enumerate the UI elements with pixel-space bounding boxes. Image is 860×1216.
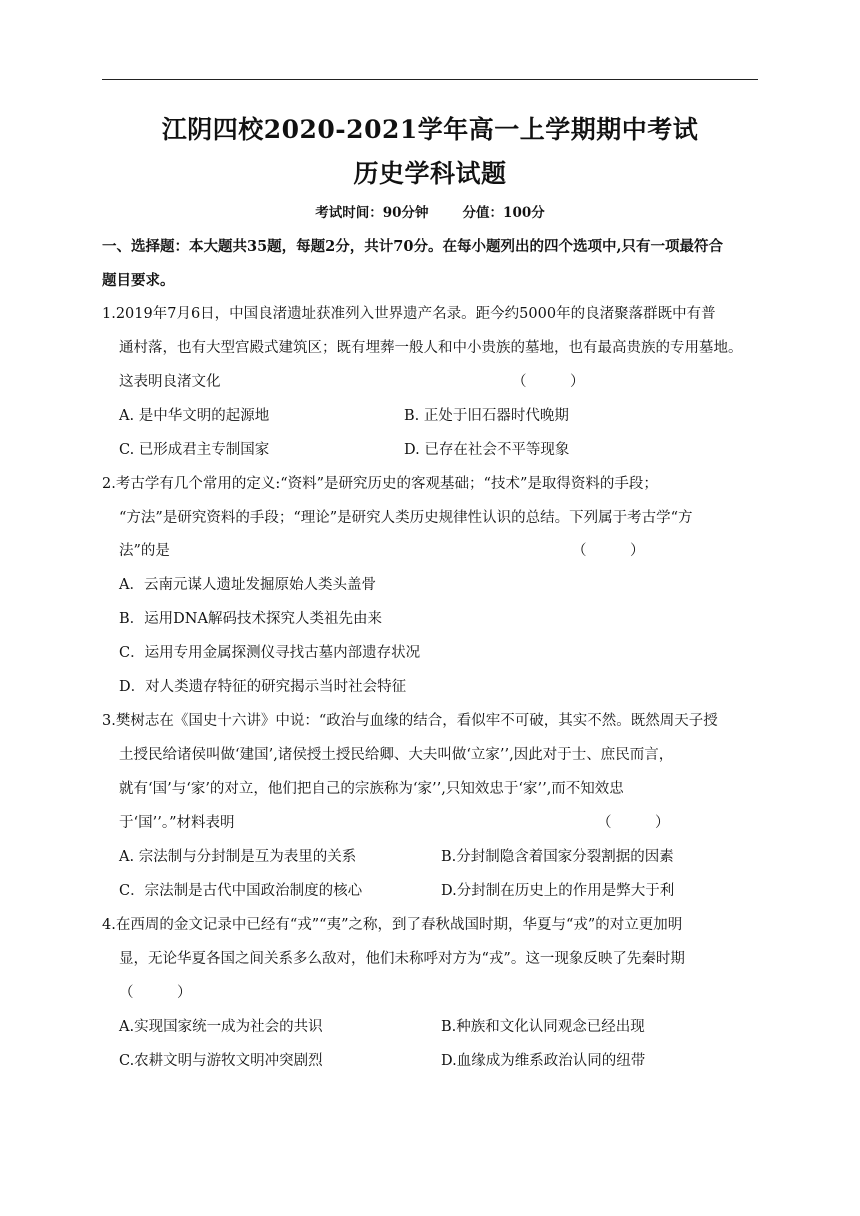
question-2-option-a: A．云南元谋人遗址发掘原始人类头盖骨 (119, 577, 376, 593)
question-1-option-b: B. 正处于旧石器时代晚期 (404, 408, 569, 424)
header-rule (102, 79, 758, 80)
question-4-answer-blank: （ ） (119, 985, 192, 1001)
question-2-line2: “方法”是研究资料的手段；“理论”是研究人类历史规律性认识的总结。下列属于考古学“方 (119, 510, 693, 526)
section-instructions-line2: 题目要求。 (102, 272, 175, 289)
question-1-option-d: D. 已存在社会不平等现象 (404, 442, 570, 458)
exam-meta (0, 201, 860, 221)
exam-score: 分值：100分 (462, 205, 545, 221)
question-2-option-d: D．对人类遗存特征的研究揭示当时社会特征 (119, 679, 407, 695)
question-1-line3: 这表明良渚文化 (119, 374, 221, 390)
question-3-line3: 就有‘国’与‘家’的对立，他们把自己的宗族称为‘家’’,只知效忠于‘家’’,而不知效忠 (119, 781, 624, 797)
section-instructions-line1: 一、选择题：本大题共35题，每题2分，共计70分。在每小题列出的四个选项中,只有一项最符合 (102, 238, 723, 255)
question-4-option-b: B.种族和文化认同观念已经出现 (441, 1019, 645, 1035)
question-4-line1: 4.在西周的金文记录中已经有“戎”“夷”之称，到了春秋战国时期，华夏与“戎”的对立更加明 (102, 917, 683, 933)
question-3-line1: 3.樊树志在《国史十六讲》中说：“政治与血缘的结合，看似牢不可破，其实不然。既然周天子授 (102, 713, 718, 729)
exam-title: 江阴四校2020-2021学年高一上学期期中考试 (161, 115, 699, 144)
question-1-answer-blank: （ ） (512, 374, 585, 390)
question-3-option-a: A. 宗法制与分封制是互为表里的关系 (119, 849, 357, 865)
question-4-option-c: C.农耕文明与游牧文明冲突剧烈 (119, 1053, 323, 1069)
question-3-line4: 于‘国’’。”材料表明 (119, 815, 235, 831)
question-2-option-b: B．运用DNA解码技术探究人类祖先由来 (119, 611, 382, 627)
question-3-answer-blank: （ ） (597, 815, 670, 831)
question-3-line2: 土授民给诸侯叫做‘建国’,诸侯授土授民给卿、大夫叫做‘立家’’,因此对于士、庶民而言， (119, 747, 674, 763)
question-2-line1: 2.考古学有几个常用的定义:“资料”是研究历史的客观基础；“技术”是取得资料的手段； (102, 476, 658, 492)
exam-time: 考试时间：90分钟 (315, 205, 429, 221)
question-3-option-c: C．宗法制是古代中国政治制度的核心 (119, 883, 363, 899)
question-1-line1: 1.2019年7月6日，中国良渚遗址获准列入世界遗产名录。距今约5000年的良渚聚落群既中有普 (102, 306, 716, 322)
question-3-option-d: D.分封制在历史上的作用是弊大于利 (441, 883, 675, 899)
subject-title: 历史学科试题 (353, 159, 507, 188)
question-2-answer-blank: （ ） (572, 543, 645, 559)
question-1-option-a: A. 是中华文明的起源地 (119, 408, 270, 424)
question-2-line3: 法”的是 (119, 543, 170, 559)
question-4-line2: 显，无论华夏各国之间关系多么敌对，他们未称呼对方为“戎”。这一现象反映了先秦时期 (119, 951, 685, 967)
question-1-line2: 通村落，也有大型宫殿式建筑区；既有埋葬一般人和中小贵族的墓地，也有最高贵族的专用墓地。 (119, 340, 743, 356)
question-3-option-b: B.分封制隐含着国家分裂割据的因素 (441, 849, 674, 865)
question-4-option-a: A.实现国家统一成为社会的共识 (119, 1019, 323, 1035)
question-2-option-c: C．运用专用金属探测仪寻找古墓内部遗存状况 (119, 645, 421, 661)
question-1-option-c: C. 已形成君主专制国家 (119, 442, 270, 458)
question-4-option-d: D.血缘成为维系政治认同的纽带 (441, 1053, 646, 1069)
